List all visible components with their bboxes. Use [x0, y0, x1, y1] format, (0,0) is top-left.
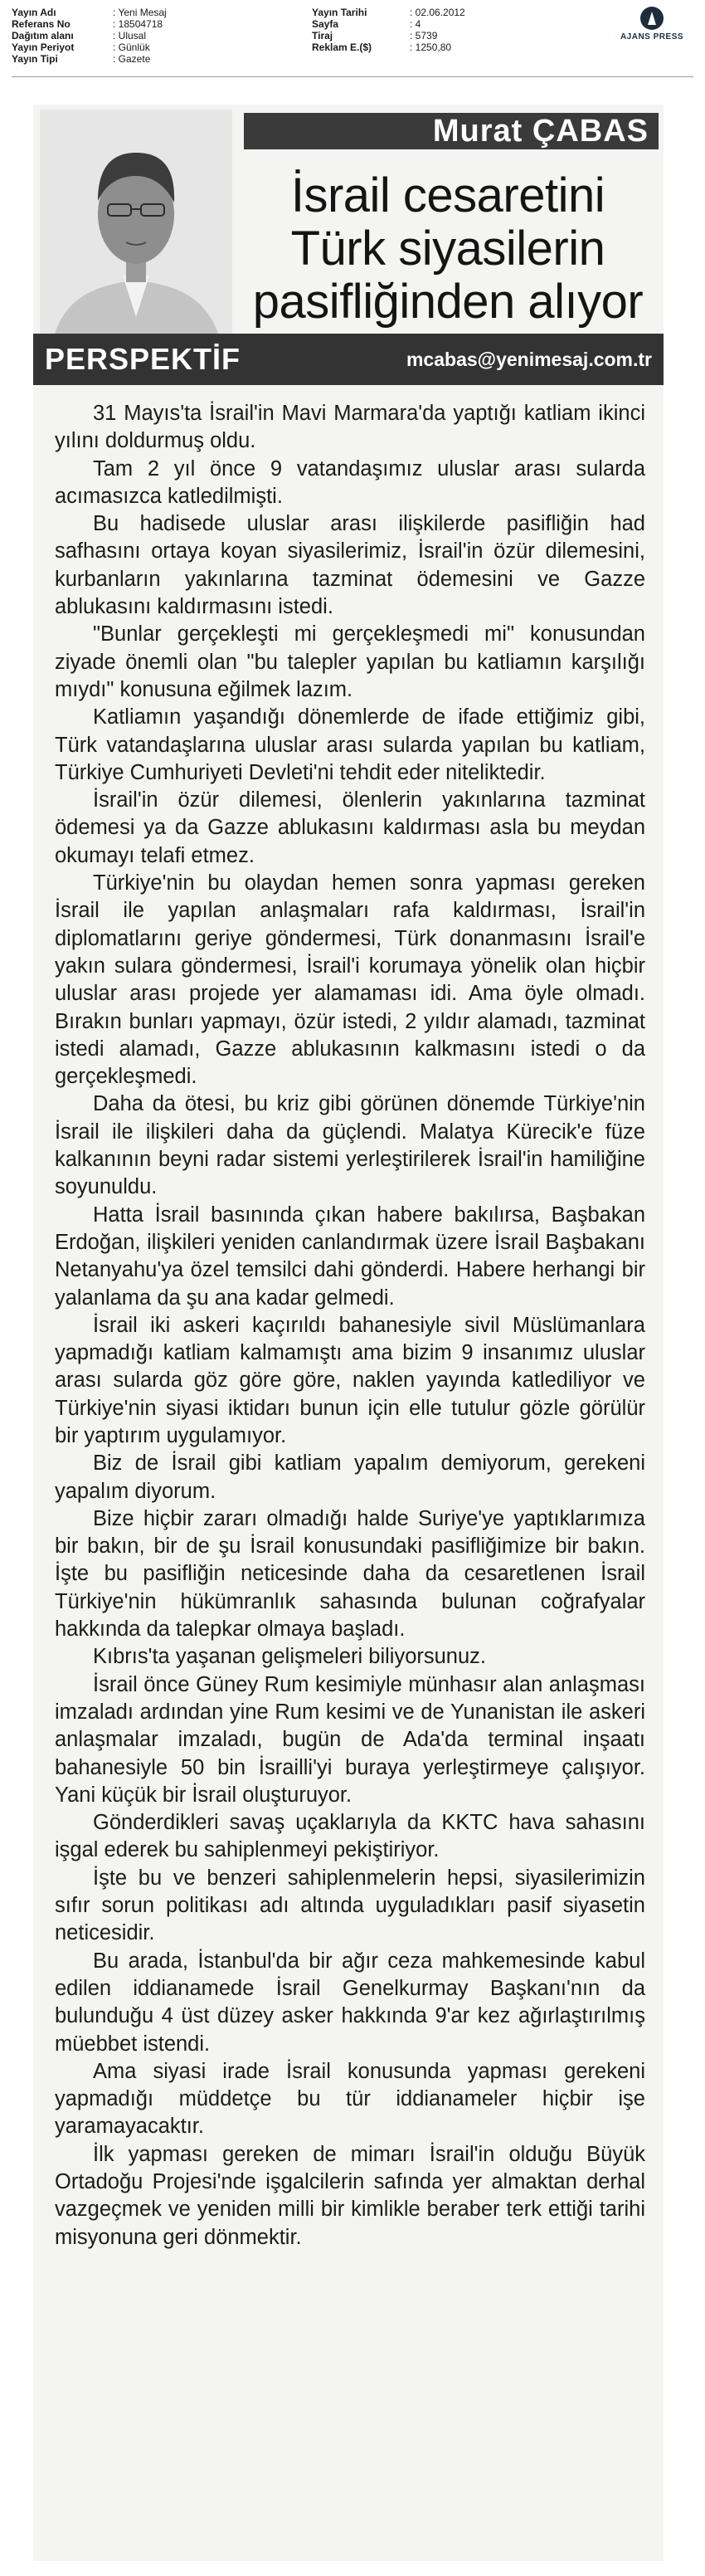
paragraph: İsrail iki askeri kaçırıldı bahanesiyle sivil Müslümanlara yapmadığı katliam kalmamıştı ama bizim 9 insanımız uluslar arası sularda göz göre göre, naklen yayında katlediliyor ve Türkiye'nin siyasi iktidarı bunun için elle tutulur gözle görülür bir yaptırım uygulamıyor. — [55, 1313, 645, 1447]
paragraph: Türkiye'nin bu olaydan hemen sonra yapması gereken İsrail ile yapılan anlaşmaları rafa kaldırması, İsrail'in diplomatlarını geriye göndermesi, Türk donanmasını İsrail'e yakın sulara göndermesi, İsrail'i korumaya yönelik olan hiçbir uluslar arası projede yer alamaması idi. Ama öyle olmadı. Bırakın bunları yapmayı, özür istedi, 2 yıldır alamadı, tazminat istedi alamadı, Gazze ablukasının kalkmasını istedi o da gerçekleşmedi. — [55, 871, 645, 1089]
paragraph: "Bunlar gerçekleşti mi gerçekleşmedi mi" konusundan ziyade önemli olan "bu talepler yapılan bu katliamın karşılığı mıydı" konusuna eğilmek lazım. — [55, 622, 645, 701]
author-byline-bar — [244, 113, 659, 149]
author-name: Murat ÇABAS — [432, 114, 649, 149]
metadata-row: Yayın Tarihi : 02.06.2012 — [312, 7, 465, 18]
logo-text: AJANS PRESS — [620, 32, 684, 41]
paragraph: Bu hadisede uluslar arası ilişkilerde pasifliğin had safhasını ortaya koyan siyasilerimiz, İsrail'in özür dilemesini, kurbanların yakınlarına tazminat ödemesini ve Gazze ablukasını kaldırmasını istedi. — [55, 512, 645, 619]
article-headline — [241, 169, 655, 329]
metadata-row: Referans No : 18504718 — [12, 18, 167, 30]
paragraph: Kıbrıs'ta yaşanan gelişmeleri biliyorsunuz. — [93, 1645, 487, 1669]
paragraph: Bize hiçbir zararı olmadığı halde Suriye'ye yaptıklarımıza bir bakın, bir de şu İsrail konusundaki pasifliğimize bir bakın. İşte bu pasifliğin neticesinde daha da cesaretlenen İsrail Türkiye'nin hükümranlık sahasında bulunan coğrafyalar hakkında da talepkar olmaya başladı. — [55, 1506, 645, 1642]
headline-line: pasifliğinden alıyor — [252, 275, 644, 329]
metadata-row: Tiraj : 5739 — [312, 30, 465, 41]
ajans-press-logo-icon — [640, 7, 664, 30]
metadata-right-column — [312, 7, 465, 53]
section-label: PERSPEKTİF — [45, 342, 241, 376]
paragraph: İsrail'in özür dilemesi, ölenlerin yakınlarına tazminat ödemesi ya da Gazze ablukasını kaldırması asla bu meydan okumayı telafi etmez. — [55, 788, 645, 867]
author-email: mcabas@yenimesaj.com.tr — [406, 349, 652, 370]
author-portrait-icon — [40, 110, 232, 359]
metadata-row: Reklam E.($) : 1250,80 — [312, 41, 465, 53]
paragraph: İlk yapması gereken de mimarı İsrail'in olduğu Büyük Ortadoğu Projesi'nde işgalcilerin safında yer almaktan derhal vazgeçmek ve yeniden milli bir kimlikle beraber terk ettiği tarihi misyonuna geri dönmektir. — [55, 2142, 645, 2249]
paragraph: Katliamın yaşandığı dönemlerde de ifade ettiğimiz gibi, Türk vatandaşlarına uluslar arası sularda yapılan bu katliam, Türkiye Cumhuriyeti Devleti'ni tehdit eder niteliktedir. — [55, 705, 645, 784]
clipping-metadata — [12, 7, 584, 78]
paragraph: Gönderdikleri savaş uçaklarıyla da KKTC hava sahasını işgal ederek bu sahiplenmeyi pekiştiriyor. — [55, 1811, 645, 1862]
paragraph: Ama siyasi irade İsrail konusunda yapması gerekeni yapmadığı müddetçe bu tür iddianameler hiçbir işe yaramayacaktır. — [55, 2059, 645, 2139]
paragraph: 31 Mayıs'ta İsrail'in Mavi Marmara'da yaptığı katliam ikinci yılını doldurmuş oldu. — [55, 402, 645, 453]
author-photo — [40, 110, 232, 359]
section-bar — [33, 334, 664, 385]
paragraph: İşte bu ve benzeri sahiplenmelerin hepsi, siyasilerimizin sıfır sorun politikası adı altında uyguladıkları pasif siyasetin neticesidir. — [55, 1866, 645, 1945]
article-body — [55, 400, 645, 2252]
metadata-row: Yayın Periyot : Günlük — [12, 41, 167, 53]
ajans-press-logo — [612, 7, 692, 41]
paragraph: Tam 2 yıl önce 9 vatandaşımız uluslar arası sularda acımasızca katledilmişti. — [55, 456, 645, 508]
metadata-row: Dağıtım alanı : Ulusal — [12, 30, 167, 41]
paragraph: İsrail önce Güney Rum kesimiyle münhasır alan anlaşması imzaladı ardından yine Rum kesimi ve de Yunanistan ile askeri anlaşmalar imzaladı, bugün de Ada'da terminal inşaatı bahanesiyle 50 bin İsrailli'yi buraya yerleştirmeye çalışıyor. Yani küçük bir İsrail oluşturuyor. — [55, 1672, 645, 1807]
headline-line: İsrail cesaretini — [290, 168, 605, 222]
metadata-row: Sayfa : 4 — [312, 18, 465, 30]
header-divider — [12, 76, 693, 77]
metadata-left-column — [12, 7, 167, 65]
newspaper-clipping — [33, 105, 664, 2561]
paragraph: Bu arada, İstanbul'da bir ağır ceza mahkemesinde kabul edilen iddianamede İsrail Genelkurmay Başkanı'nın da bulunduğu 4 üst düzey asker hakkında 9'ar kez ağırlaştırılmış müebbet istendi. — [55, 1949, 645, 2056]
metadata-row: Yayın Adı : Yeni Mesaj — [12, 7, 167, 18]
paragraph: Biz de İsrail gibi katliam yapalım demiyorum, gerekeni yapalım diyorum. — [55, 1451, 645, 1503]
metadata-row: Yayın Tipi : Gazete — [12, 53, 167, 65]
paragraph: Hatta İsrail basınında çıkan habere bakılırsa, Başbakan Erdoğan, ilişkileri yeniden canlandırmak üzere İsrail Başbakanı Netanyahu'ya özel temsilci dahi gönderdi. Habere herhangi bir yalanlama da şu ana kadar gelmedi. — [55, 1203, 645, 1310]
headline-line: Türk siyasilerin — [290, 222, 605, 276]
paragraph: Daha da ötesi, bu kriz gibi görünen dönemde Türkiye'nin İsrail ile ilişkileri daha da güçlendi. Malatya Kürecik'e füze kalkanının beyni radar sistemi yerleştirilerek İsrail'in hamiliğine soyunuldu. — [55, 1092, 645, 1199]
